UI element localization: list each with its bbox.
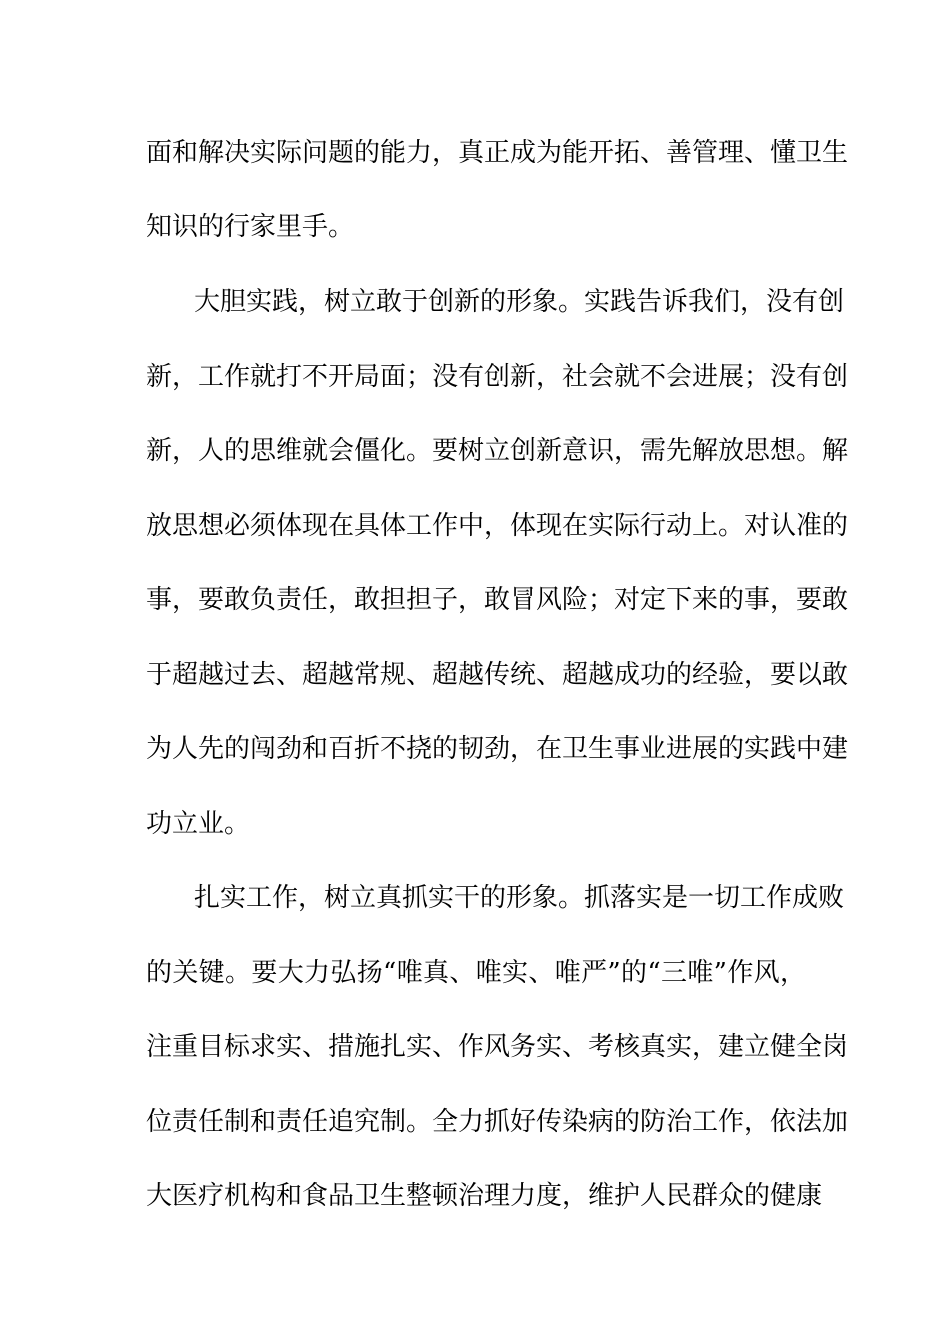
text-line-15: 大医疗机构和食品卫生整顿治理力度，维护人民群众的健康 <box>146 1181 823 1211</box>
paragraph-start-line: 大胆实践，树立敢于创新的形象。实践告诉我们，没有创 <box>194 287 845 317</box>
text-line-7: 事，要敢负责任，敢担担子，敢冒风险；对定下来的事，要敢 <box>146 585 849 615</box>
text-line-9: 为人先的闯劲和百折不挠的韧劲，在卫生事业进展的实践中建 <box>146 734 849 764</box>
text-line-10: 功立业。 <box>146 809 251 839</box>
text-line-2: 知识的行家里手。 <box>146 212 355 242</box>
text-line-1: 面和解决实际问题的能力，真正成为能开拓、善管理、懂卫生 <box>146 138 849 168</box>
text-line-8: 于超越过去、超越常规、超越传统、超越成功的经验，要以敢 <box>146 660 849 690</box>
text-line-5: 新，人的思维就会僵化。要树立创新意识，需先解放思想。解 <box>146 436 849 466</box>
text-line-13: 注重目标求实、措施扎实、作风务实、考核真实，建立健全岗 <box>146 1032 849 1062</box>
text-line-4: 新，工作就打不开局面；没有创新，社会就不会进展；没有创 <box>146 362 849 392</box>
paragraph-start-line: 扎实工作，树立真抓实干的形象。抓落实是一切工作成败 <box>194 883 845 913</box>
text-line-12: 的关键。要大力弘扬“唯真、唯实、唯严”的“三唯”作风， <box>146 958 806 988</box>
text-line-14: 位责任制和责任追究制。全力抓好传染病的防治工作，依法加 <box>146 1107 849 1137</box>
text-line-6: 放思想必须体现在具体工作中，体现在实际行动上。对认准的 <box>146 511 849 541</box>
